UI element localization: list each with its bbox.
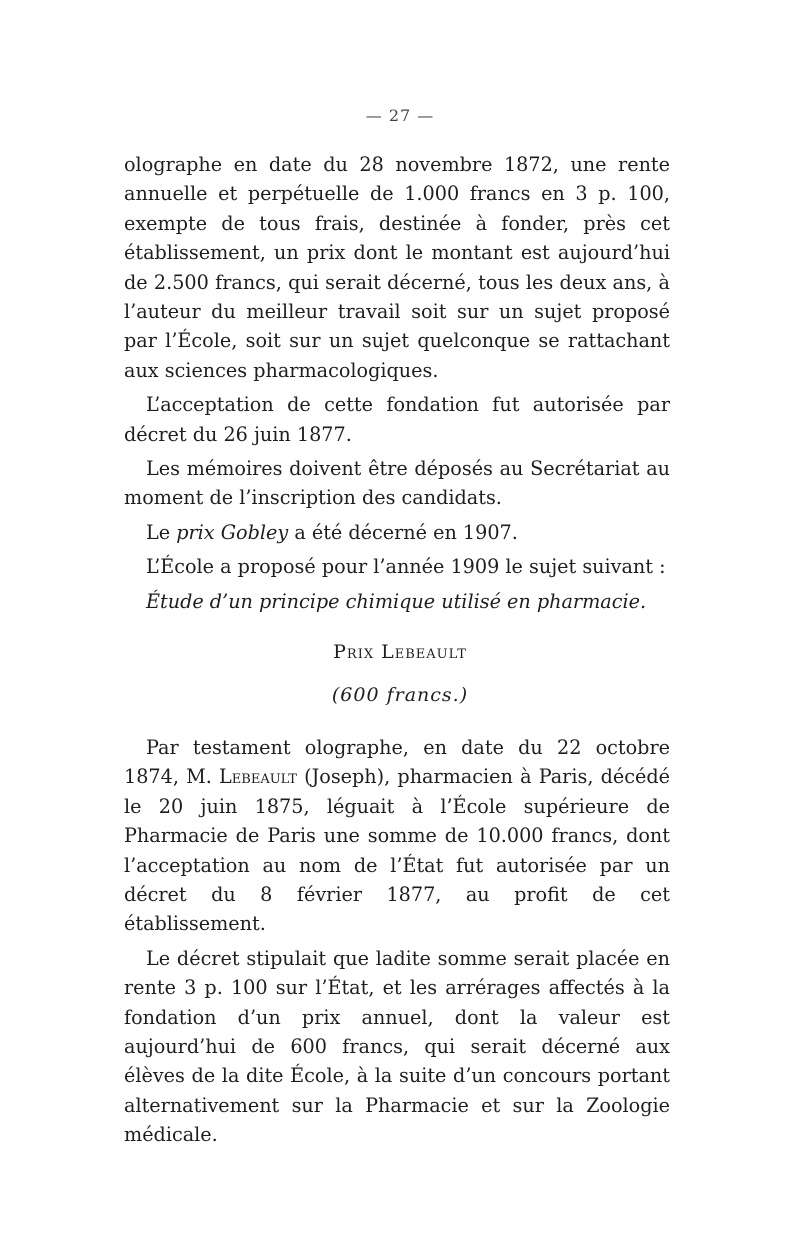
name-rest: ebeault bbox=[231, 765, 297, 789]
heading-initial-l: L bbox=[381, 641, 395, 663]
heading-rest-lebeault: ebeault bbox=[394, 641, 467, 663]
subject-title-text: Étude d’un principe chimique utilisé en pharmacie. bbox=[146, 589, 647, 613]
gobley-before: Le bbox=[146, 520, 177, 544]
testament-before: Par testament olographe, en date du 22 octobre 1874, M. bbox=[124, 736, 670, 789]
paragraph-sujet-intro: L’École a proposé pour l’année 1909 le sujet suivant : bbox=[146, 555, 666, 579]
page-number: — 27 — bbox=[365, 106, 435, 125]
prize-name-gobley: prix Gobley bbox=[176, 520, 289, 544]
lebeault-section bbox=[124, 733, 670, 1150]
paragraph-prix-gobley bbox=[124, 518, 670, 547]
paragraph-fondation: olographe en date du 28 novembre 1872, une rente annuelle et perpétuelle de 1.000 francs en 3 p. 100, exempte de tous frais, destinée à fonder, près cet établissement, un prix dont le montant est aujourd’hui de 2.500 francs, qui serait décerné, tous les deux ans, à l’auteur du meilleur travail soit sur un sujet proposé par l’École, soit sur un sujet quelconque se rattachant aux sciences pharmacologiques. bbox=[124, 153, 670, 382]
paragraph-memoires: Les mémoires doivent être déposés au Secrétariat au moment de l’inscription des candidats. bbox=[124, 457, 670, 510]
paragraph-testament bbox=[124, 733, 670, 939]
gobley-section bbox=[124, 150, 670, 616]
prize-amount: (600 francs.) bbox=[331, 684, 469, 706]
heading-rest-prix: rix bbox=[346, 641, 375, 663]
section-heading-prix-lebeault bbox=[0, 641, 800, 663]
gobley-after: a été décerné en 1907. bbox=[288, 520, 518, 544]
name-initial: L bbox=[219, 765, 232, 789]
paragraph-decret: Le décret stipulait que ladite somme serait placée en rente 3 p. 100 sur l’État, et les arrérages affectés à la fondation d’un prix annuel, dont la valeur est aujourd’hui de 600 francs, qui serait décerné aux élèves de la dite École, à la suite d’un concours portant alternativement sur la Pharmacie et sur la Zoologie médicale. bbox=[124, 946, 670, 1147]
testament-after: (Joseph), pharmacien à Paris, décédé le 20 juin 1875, léguait à l’École supérieure de Pharmacie de Paris une somme de 10.000 francs, dont l’acceptation au nom de l’État fut autorisée par un décret du 8 février 1877, au profit de cet établissement. bbox=[124, 765, 670, 936]
subject-title bbox=[124, 587, 670, 616]
paragraph-acceptation: L’acceptation de cette fondation fut autorisée par décret du 26 juin 1877. bbox=[124, 393, 670, 446]
heading-initial-p: P bbox=[333, 641, 347, 663]
